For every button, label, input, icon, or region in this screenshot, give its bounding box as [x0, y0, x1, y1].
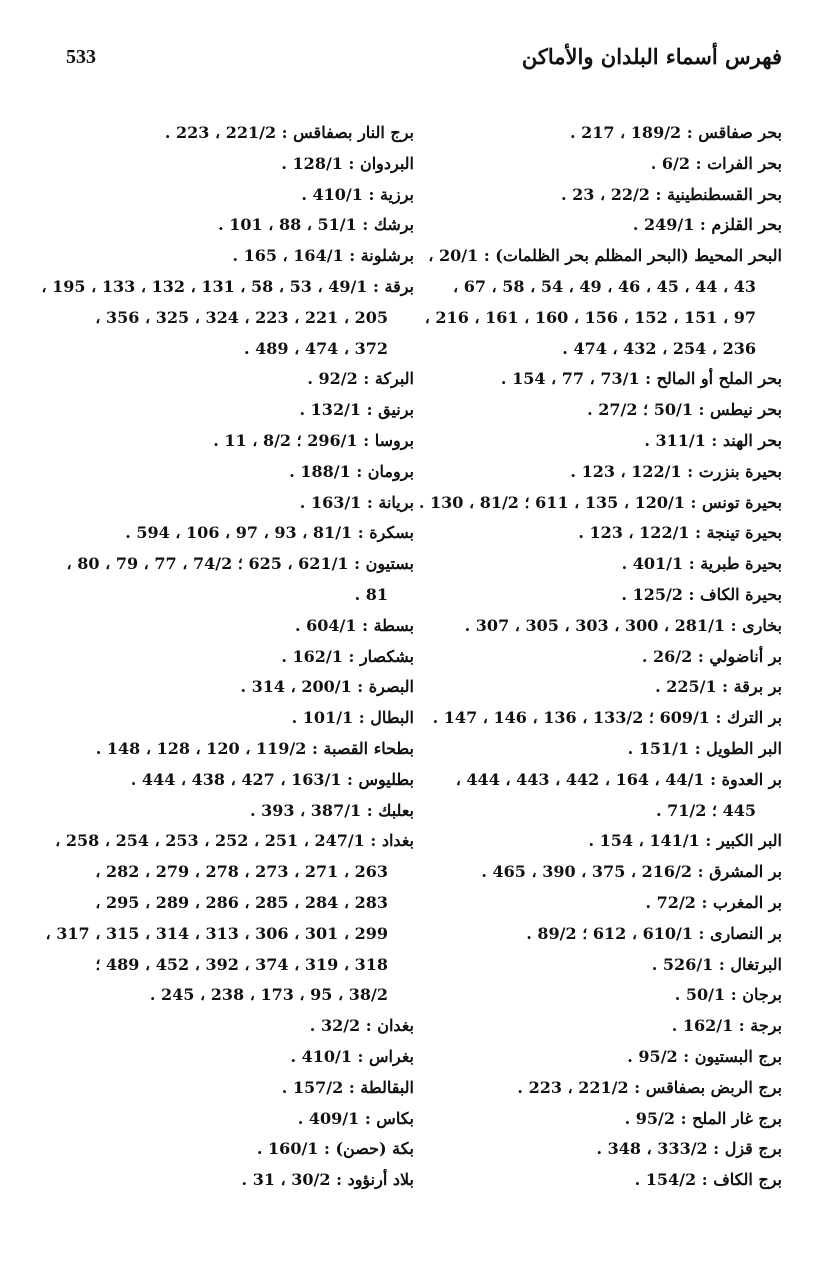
index-entry: بكة (حصن) : 160/1 . [256, 1139, 414, 1159]
index-entry: بغراس : 410/1 . [290, 1046, 414, 1066]
index-entry-continuation: 263 ، 271 ، 273 ، 278 ، 279 ، 282 ، [95, 862, 388, 882]
index-entry: بر الترك : 609/1 ؛ 133/2 ، 136 ، 146 ، 147 . [432, 708, 782, 728]
running-title: فهرس أسماء البلدان والأماكن [521, 44, 782, 69]
index-entry: البرتغال : 526/1 . [651, 954, 782, 974]
index-entry-continuation: 318 ، 319 ، 374 ، 392 ، 452 ، 489 ؛ [95, 954, 388, 974]
index-entry: بحر نيطس : 50/1 ؛ 27/2 . [587, 400, 782, 420]
index-entry: بحر صفاقس : 189/2 ، 217 . [569, 123, 782, 142]
index-entry-continuation: 283 ، 284 ، 285 ، 286 ، 289 ، 295 ، [95, 892, 388, 912]
index-entry: بحيرة بنزرت : 122/1 ، 123 . [570, 461, 782, 481]
index-entry: برج الربض بصفاقس : 221/2 ، 223 . [517, 1077, 782, 1097]
index-entry: برج البستيون : 95/2 . [627, 1046, 782, 1066]
index-entry: بحر الملح أو المالح : 73/1 ، 77 ، 154 . [500, 369, 782, 389]
index-entry: بحر الفرات : 6/2 . [650, 153, 782, 173]
index-entry: برج غار الملح : 95/2 . [624, 1108, 782, 1128]
index-entry-continuation: 372 ، 474 ، 489 . [244, 338, 388, 358]
index-entry: بر النصارى : 610/1 ، 612 ؛ 89/2 . [526, 923, 782, 943]
index-entry: بستيون : 621/1 ، 625 ؛ 74/2 ، 77 ، 79 ، 80 ، [66, 554, 414, 574]
index-entry: برج الكاف : 154/2 . [634, 1170, 782, 1190]
index-entry: البر الكبير : 141/1 ، 154 . [588, 831, 782, 851]
index-entry-continuation: 205 ، 221 ، 223 ، 324 ، 325 ، 356 ، [95, 307, 388, 327]
index-entry: بروسا : 296/1 ؛ 8/2 ، 11 . [213, 430, 414, 450]
index-entry: برجان : 50/1 . [674, 985, 782, 1005]
index-entry: برج النار بصفاقس : 221/2 ، 223 . [164, 123, 414, 142]
index-entry: بحيرة طبرية : 401/1 . [621, 554, 782, 574]
index-entry: برنيق : 132/1 . [299, 400, 414, 420]
index-entry: بريانة : 163/1 . [299, 492, 414, 512]
index-column-right [418, 118, 782, 1196]
index-entry: برشلونة : 164/1 ، 165 . [232, 246, 414, 266]
index-entry: برزية : 410/1 . [301, 184, 414, 204]
index-entry: بخارى : 281/1 ، 300 ، 303 ، 305 ، 307 . [464, 615, 782, 635]
index-entry: بطليوس : 163/1 ، 427 ، 438 ، 444 . [130, 769, 414, 789]
index-entry: بشكصار : 162/1 . [281, 646, 414, 666]
index-entry-continuation: 97 ، 151 ، 152 ، 156 ، 160 ، 161 ، 216 ، [424, 307, 756, 327]
index-entry: البصرة : 200/1 ، 314 . [240, 677, 414, 697]
index-entry: البقالطة : 157/2 . [281, 1077, 414, 1097]
index-entry: بغدان : 32/2 . [309, 1016, 414, 1036]
index-entry: بر أناضولي : 26/2 . [641, 646, 782, 666]
index-entry-continuation: 445 ؛ 71/2 . [655, 800, 756, 820]
index-entry: البر الطويل : 151/1 . [627, 738, 782, 758]
index-entry: بسكرة : 81/1 ، 93 ، 97 ، 106 ، 594 . [125, 523, 414, 543]
index-column-left [41, 118, 414, 1196]
index-entry: بلاد أرنؤود : 30/2 ، 31 . [241, 1170, 414, 1190]
index-entry: البردوان : 128/1 . [281, 153, 414, 173]
index-entry-continuation: 38/2 ، 95 ، 173 ، 238 ، 245 . [149, 985, 388, 1005]
index-entry: بحر القسطنطينية : 22/2 ، 23 . [560, 184, 782, 204]
index-entry: بر المشرق : 216/2 ، 375 ، 390 ، 465 . [481, 862, 782, 882]
index-entry: بحيرة تينجة : 122/1 ، 123 . [578, 523, 782, 543]
index-entry: بسطة : 604/1 . [295, 615, 414, 635]
index-entry: برجة : 162/1 . [671, 1016, 782, 1036]
index-entry: بحر الهند : 311/1 . [644, 430, 782, 450]
index-entry-continuation: 43 ، 44 ، 45 ، 46 ، 49 ، 54 ، 58 ، 67 ، [452, 276, 756, 296]
index-entry: بحيرة الكاف : 125/2 . [621, 584, 782, 604]
index-entry: البركة : 92/2 . [307, 369, 414, 389]
index-entry: بحيرة تونس : 120/1 ، 135 ، 611 ؛ 81/2 ، 130 . [418, 492, 782, 512]
index-entry-continuation: 81 . [354, 584, 388, 604]
index-entry: برج قزل : 333/2 ، 348 . [596, 1139, 782, 1159]
index-entry: البطال : 101/1 . [291, 708, 414, 728]
index-entry: بر المغرب : 72/2 . [645, 892, 782, 912]
index-entry: بطحاء القصبة : 119/2 ، 120 ، 128 ، 148 . [95, 738, 414, 758]
index-entry: بغداد : 247/1 ، 251 ، 252 ، 253 ، 254 ، 258 ، [55, 831, 414, 851]
index-entry: بعلبك : 387/1 ، 393 . [249, 800, 414, 820]
index-entry: بر برقة : 225/1 . [655, 677, 782, 697]
index-entry: بر العدوة : 44/1 ، 164 ، 442 ، 443 ، 444 ، [455, 769, 782, 789]
index-entry: برشك : 51/1 ، 88 ، 101 . [218, 215, 414, 235]
page-number: 533 [66, 46, 96, 68]
index-entry-continuation: 236 ، 254 ، 432 ، 474 . [562, 338, 756, 358]
index-entry: بكاس : 409/1 . [297, 1108, 414, 1128]
index-entry: برقة : 49/1 ، 53 ، 58 ، 131 ، 132 ، 133 ، 195 ، [41, 276, 414, 296]
index-entry: البحر المحيط (البحر المظلم بحر الظلمات) : 20/1 ، [428, 246, 782, 266]
page-header [66, 46, 782, 78]
index-entry-continuation: 299 ، 301 ، 306 ، 313 ، 314 ، 315 ، 317 ، [45, 923, 388, 943]
index-entry: بحر القلزم : 249/1 . [632, 215, 782, 235]
index-entry: برومان : 188/1 . [289, 461, 414, 481]
